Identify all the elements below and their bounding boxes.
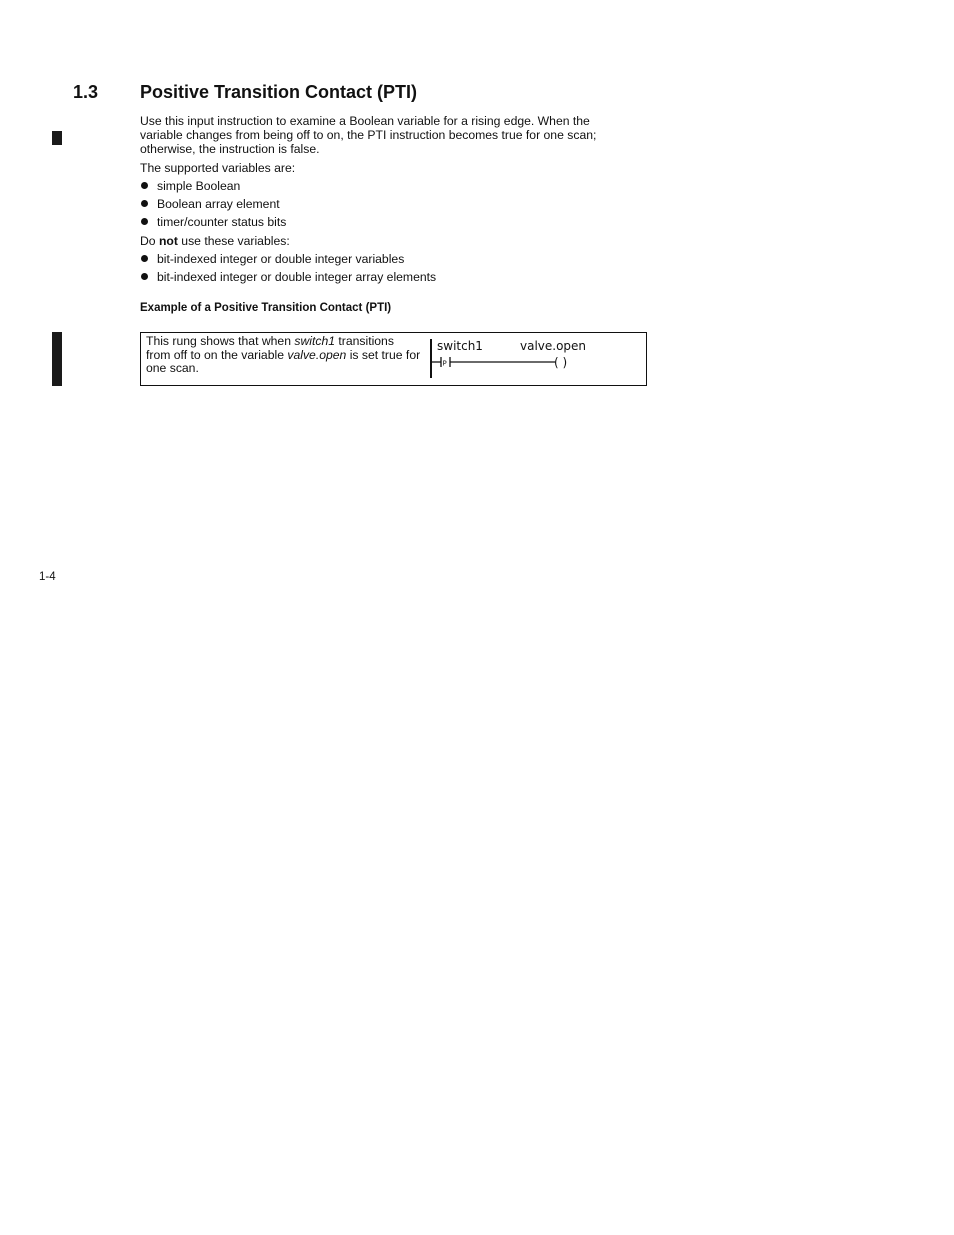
example-text-part: is set true for one scan.: [146, 347, 421, 376]
ladder-rung-diagram: [429, 336, 604, 380]
page-number: 1-4: [39, 571, 56, 583]
bullet-icon: [141, 182, 148, 189]
contact-label: switch1: [437, 339, 483, 353]
list-item-text: bit-indexed integer or double integer array elements: [157, 270, 437, 284]
list-item-text: bit-indexed integer or double integer variables: [157, 252, 405, 266]
supported-list: [140, 179, 630, 229]
example-text-part: transitions from off to on the variable: [146, 334, 394, 362]
example-heading: Example of a Positive Transition Contact (PTI): [140, 302, 392, 314]
list-item-text: timer/counter status bits: [157, 215, 287, 229]
example-description: [146, 335, 421, 376]
bullet-icon: [141, 200, 148, 207]
list-item-text: Boolean array element: [157, 197, 280, 211]
unsupported-lead: [140, 234, 630, 248]
lead-emphasis: not: [158, 234, 178, 248]
list-item: [140, 252, 630, 266]
change-bar: [52, 332, 62, 386]
lead-prefix: Do: [140, 234, 159, 248]
section-number: 1.3: [73, 82, 99, 102]
intro-paragraph: Use this input instruction to examine a Boolean variable for a rising edge. When the variable changes from being off to on, the PTI instruction becomes true for one scan; otherwise, the instruction is false.: [140, 114, 597, 156]
bullet-icon: [141, 273, 148, 280]
bullet-icon: [141, 218, 148, 225]
supported-lead: The supported variables are:: [140, 161, 296, 175]
bullet-icon: [141, 255, 148, 262]
example-box: [140, 332, 647, 386]
section-title: Positive Transition Contact (PTI): [140, 82, 418, 102]
coil-label: valve.open: [520, 339, 587, 353]
example-text-part: This rung shows that when: [146, 334, 295, 348]
list-item-text: simple Boolean: [157, 179, 241, 193]
lead-suffix: use these variables:: [177, 234, 290, 248]
coil-symbol: ( ): [554, 355, 568, 370]
list-item: [140, 270, 630, 284]
list-item: [140, 215, 630, 229]
unsupported-list: [140, 252, 630, 284]
change-bar: [52, 131, 62, 145]
list-item: [140, 179, 630, 193]
example-variable: valve.open: [287, 347, 347, 362]
contact-symbol: P: [442, 359, 447, 368]
list-item: [140, 197, 630, 211]
example-variable: switch1: [294, 334, 335, 348]
section-body: [140, 114, 630, 289]
